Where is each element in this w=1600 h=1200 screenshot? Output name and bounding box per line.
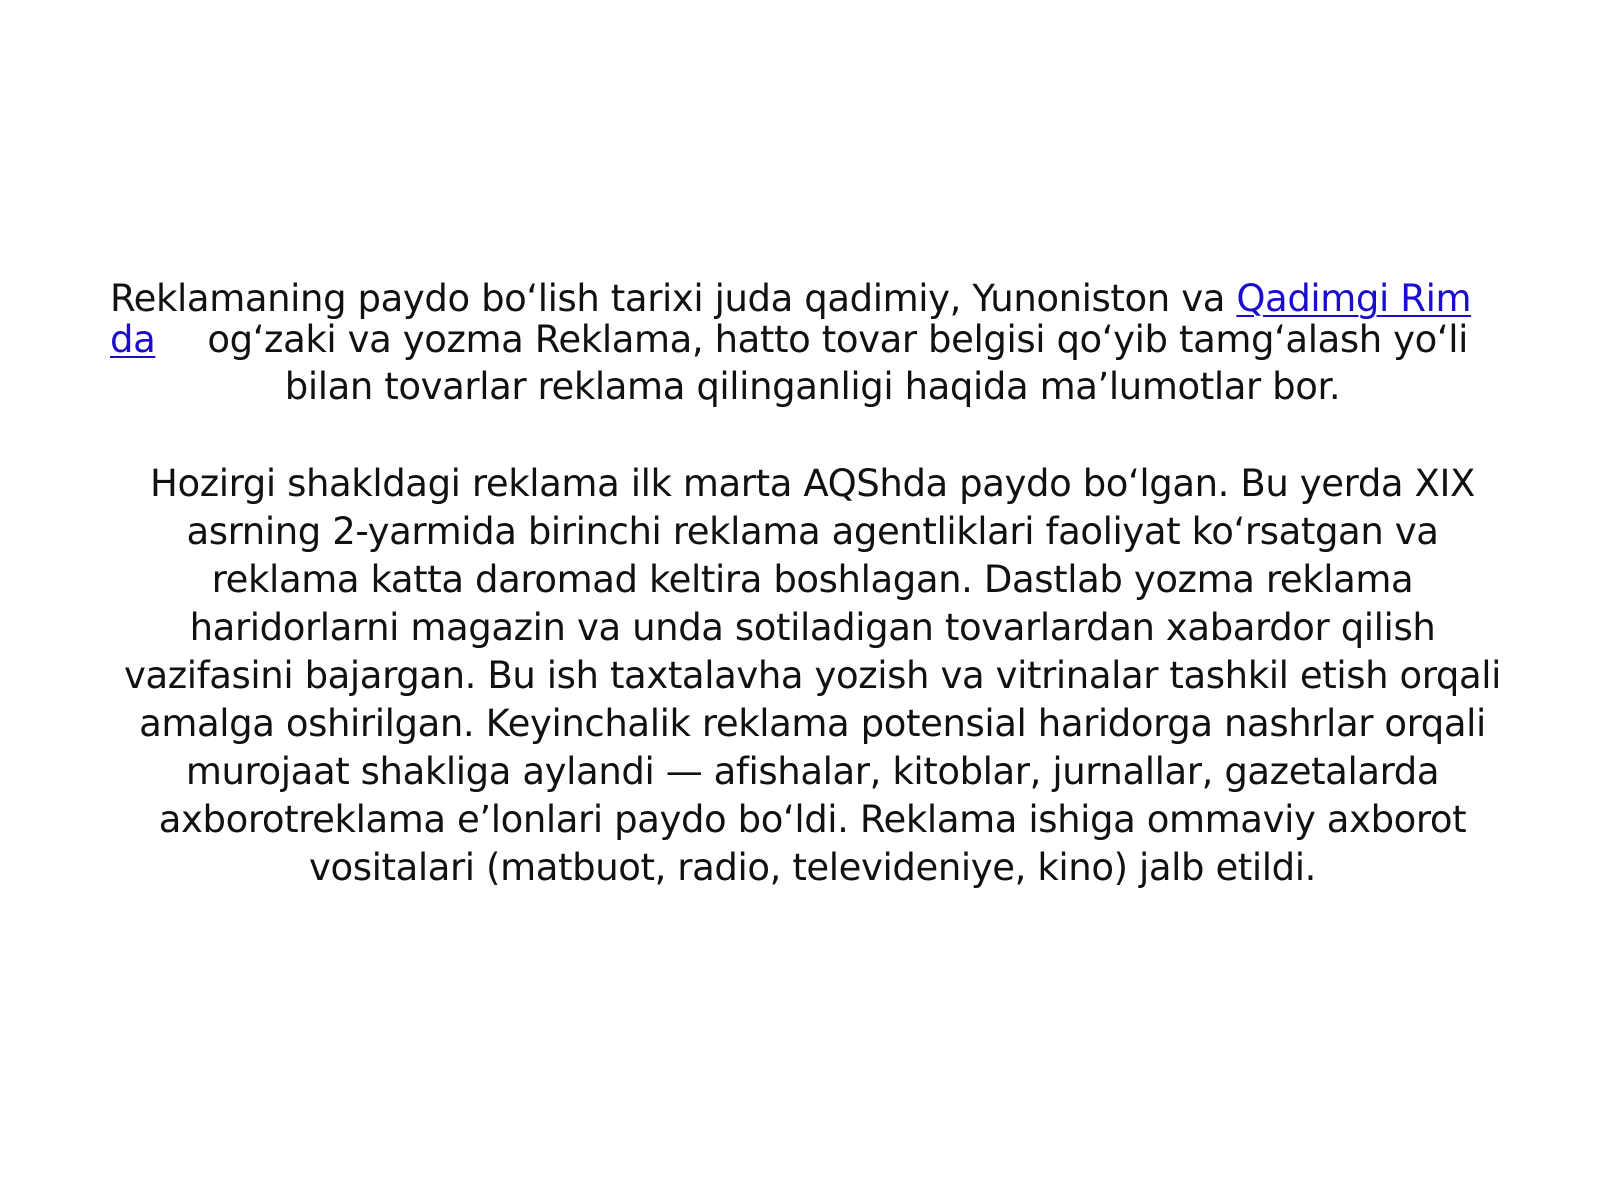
qadimgi-rim-link-part1[interactable]: Qadimgi Rim [1236, 277, 1472, 320]
body-paragraph [110, 460, 1515, 892]
body-line: haridorlarni magazin va unda sotiladigan tovarlardan xabardor qilish [189, 606, 1436, 649]
intro-line-3: bilan tovarlar reklama qilinganligi haqida ma’lumotlar bor. [284, 365, 1341, 408]
intro-line-2 [110, 320, 1515, 360]
body-line: amalga oshirilgan. Keyinchalik reklama potensial haridorga nashrlar orqali [139, 702, 1486, 745]
qadimgi-rim-link-part2[interactable]: da [110, 318, 156, 361]
body-line: reklama katta daromad keltira boshlagan. Dastlab yozma reklama [211, 558, 1414, 601]
body-line: murojaat shakliga aylandi — afishalar, kitoblar, jurnallar, gazetalarda [185, 750, 1440, 793]
intro-text-before-link: Reklamaning paydo bo‘lish tarixi juda qadimiy, Yunoniston va [110, 277, 1237, 320]
intro-text-after-link: og‘zaki va yozma Reklama, hatto tovar belgisi qo‘yib tamg‘alash yo‘li [207, 318, 1469, 361]
intro-line-1 [110, 278, 1515, 320]
body-line: asrning 2-yarmida birinchi reklama agentliklari faoliyat ko‘rsatgan va [186, 510, 1439, 553]
body-line: axborotreklama e’lonlari paydo bo‘ldi. Reklama ishiga ommaviy axborot [158, 798, 1467, 841]
body-line: Hozirgi shakldagi reklama ilk marta AQShda paydo bo‘lgan. Bu yerda XIX [150, 462, 1475, 505]
body-line: vazifasini bajargan. Bu ish taxtalavha yozish va vitrinalar tashkil etish orqali [123, 654, 1502, 697]
body-line: vositalari (matbuot, radio, televideniye, kino) jalb etildi. [308, 846, 1317, 889]
text-block [110, 278, 1515, 892]
